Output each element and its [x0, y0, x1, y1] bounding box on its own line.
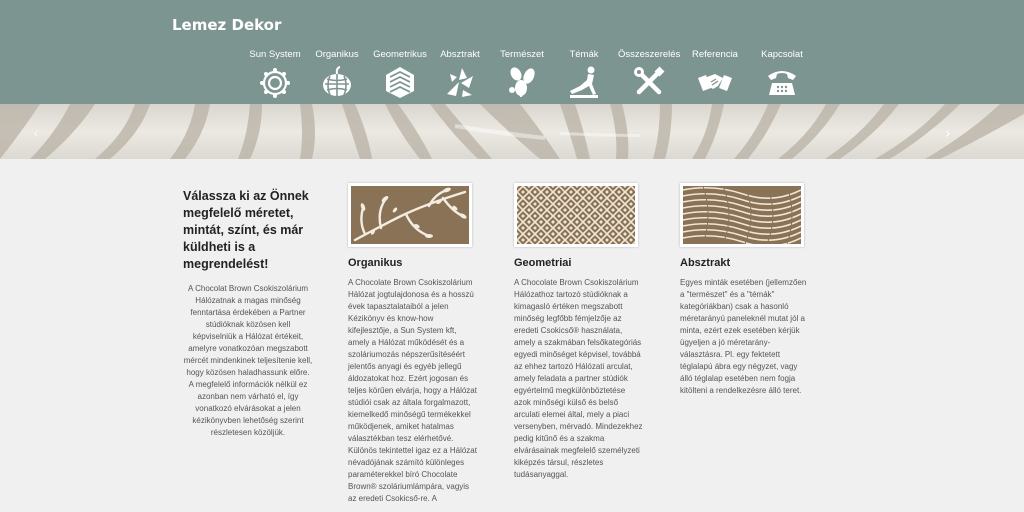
site-header	[0, 0, 1024, 104]
intro-section	[183, 188, 313, 439]
category-text: Egyes minták esetében (jellemzően a "természet" és a "témák" kategóriákban) csak a hasonló méretarányú paneleknél mutat jól a minta, ezért ezek esetében kérjük ügyeljen a jó méretarány-választásra. Pl. egy fektetett téglalapú ábra egy négyzet, vagy álló téglalap esetében nem fogja kitölteni a rendelkezésre álló teret.	[680, 278, 807, 395]
nav-item-kapcsolat[interactable]	[756, 49, 808, 100]
site-logo[interactable]: Lemez Dekor	[172, 16, 282, 34]
intro-text: A Chocolat Brown Csokiszolárium Hálózatnak a magas minőség fenntartása érdekében a Partner stúdióknak közösen kell képviselniük a Hálózat értékeit, amelyre vonatkozóan megszabott mércét mindenkinek teljesítenie kell, hogy közösen haladhassunk előre. A megfelelő információk nélkül ez azonban nem várható el, így vonatkozó elvárásokat a jelen kézikönyvben lehetőség szerint részletesen közöljük.	[183, 284, 313, 437]
nature-leaves-icon	[504, 64, 540, 100]
nav-label: Referencia	[692, 49, 738, 60]
handshake-icon	[697, 64, 733, 100]
category-thumbnail[interactable]	[680, 183, 804, 247]
abstract-shapes-icon	[442, 64, 478, 100]
category-title[interactable]: Geometriai	[514, 257, 572, 269]
nav-item-organikus[interactable]	[312, 49, 362, 100]
category-title[interactable]: Organikus	[348, 257, 403, 269]
tools-icon	[631, 64, 667, 100]
pumpkin-icon	[319, 64, 355, 100]
nav-label: Sun System	[249, 49, 301, 60]
nav-label: Absztrakt	[440, 49, 480, 60]
nav-item-absztrakt[interactable]	[436, 49, 484, 100]
themes-figure-icon	[566, 64, 602, 100]
cube-pattern-icon	[382, 64, 418, 100]
nav-item-termeszet[interactable]	[496, 49, 548, 100]
nav-item-sun-system[interactable]	[248, 49, 302, 100]
nav-label: Geometrikus	[373, 49, 427, 60]
nav-item-temak[interactable]	[560, 49, 608, 100]
abstract-wave-pattern	[683, 186, 801, 244]
category-text: A Chocolate Brown Csokiszolárium Hálózathoz tartozó stúdióknak a kimagasló értéken megszabott minőség legfőbb fémjelzője az eredeti Csokicső® használata, amely a szakmában felsőkategóriás egyedi minőséget képvisel, továbbá az ehhez tartozó Hálózati arculat, amely feladata a partner stúdiók egyértelmű megkülönböztetése azok minőségi külső és belső arculati elemei által, mely a piaci versenyben, mérvadó. Mindezekhez pedig kitűnő és a szakma elvárásainak megfelelő személyzeti kiképzés társul, részletes tudásanyaggal.	[514, 278, 643, 479]
category-absztrakt	[680, 183, 810, 397]
phone-icon	[764, 64, 800, 100]
category-thumbnail[interactable]	[348, 183, 472, 247]
geometric-lattice-pattern	[517, 186, 635, 244]
nav-item-osszeszereles[interactable]	[618, 49, 680, 100]
nav-label: Kapcsolat	[761, 49, 803, 60]
intro-heading: Válassza ki az Önnek megfelelő méretet, mintát, színt, és már küldheti is a megrendelést!	[183, 189, 309, 271]
nav-label: Összeszerelés	[618, 49, 681, 60]
category-text: A Chocolate Brown Csokiszolárium Hálózat jogtulajdonosa és a hosszú évek tapasztalataiból a jelen Kézikönyv és know-how kifejlesztője, a Sun System kft, amely a Hálózat működését és a szoláriumozás népszerűsítéséért jelentős anyagi és egyéb jellegű áldozatokat hoz. Ezért jogosan és teljes körűen elvárja, hogy a Hálózat stúdiói csak az általa forgalmazott, kiemelkedő minőségű termékekkel működjenek, amiket hatalmas választékban tesz elérhetővé. Különös tekintettel igaz ez a Hálózat névadójának számító különleges paraméterekkel bíró Chocolate Brown® szoláriumlámpára, vagyis az eredeti Csokicső-re. A	[348, 278, 477, 503]
slider-next-arrow[interactable]: ›	[945, 126, 951, 142]
nav-item-referencia[interactable]	[690, 49, 740, 100]
nav-label: Természet	[500, 49, 544, 60]
leaf-pattern-banner	[0, 104, 1024, 159]
category-title[interactable]: Absztrakt	[680, 257, 731, 269]
category-thumbnail[interactable]	[514, 183, 638, 247]
nav-item-geometrikus[interactable]	[370, 49, 430, 100]
category-geometriai	[514, 183, 644, 481]
organic-branch-pattern	[351, 186, 469, 244]
category-organikus	[348, 183, 478, 505]
sun-wreath-icon	[257, 64, 293, 100]
slider-prev-arrow[interactable]: ‹	[33, 126, 39, 142]
nav-label: Témák	[569, 49, 599, 60]
nav-label: Organikus	[315, 49, 359, 60]
hero-slider[interactable]	[0, 104, 1024, 159]
